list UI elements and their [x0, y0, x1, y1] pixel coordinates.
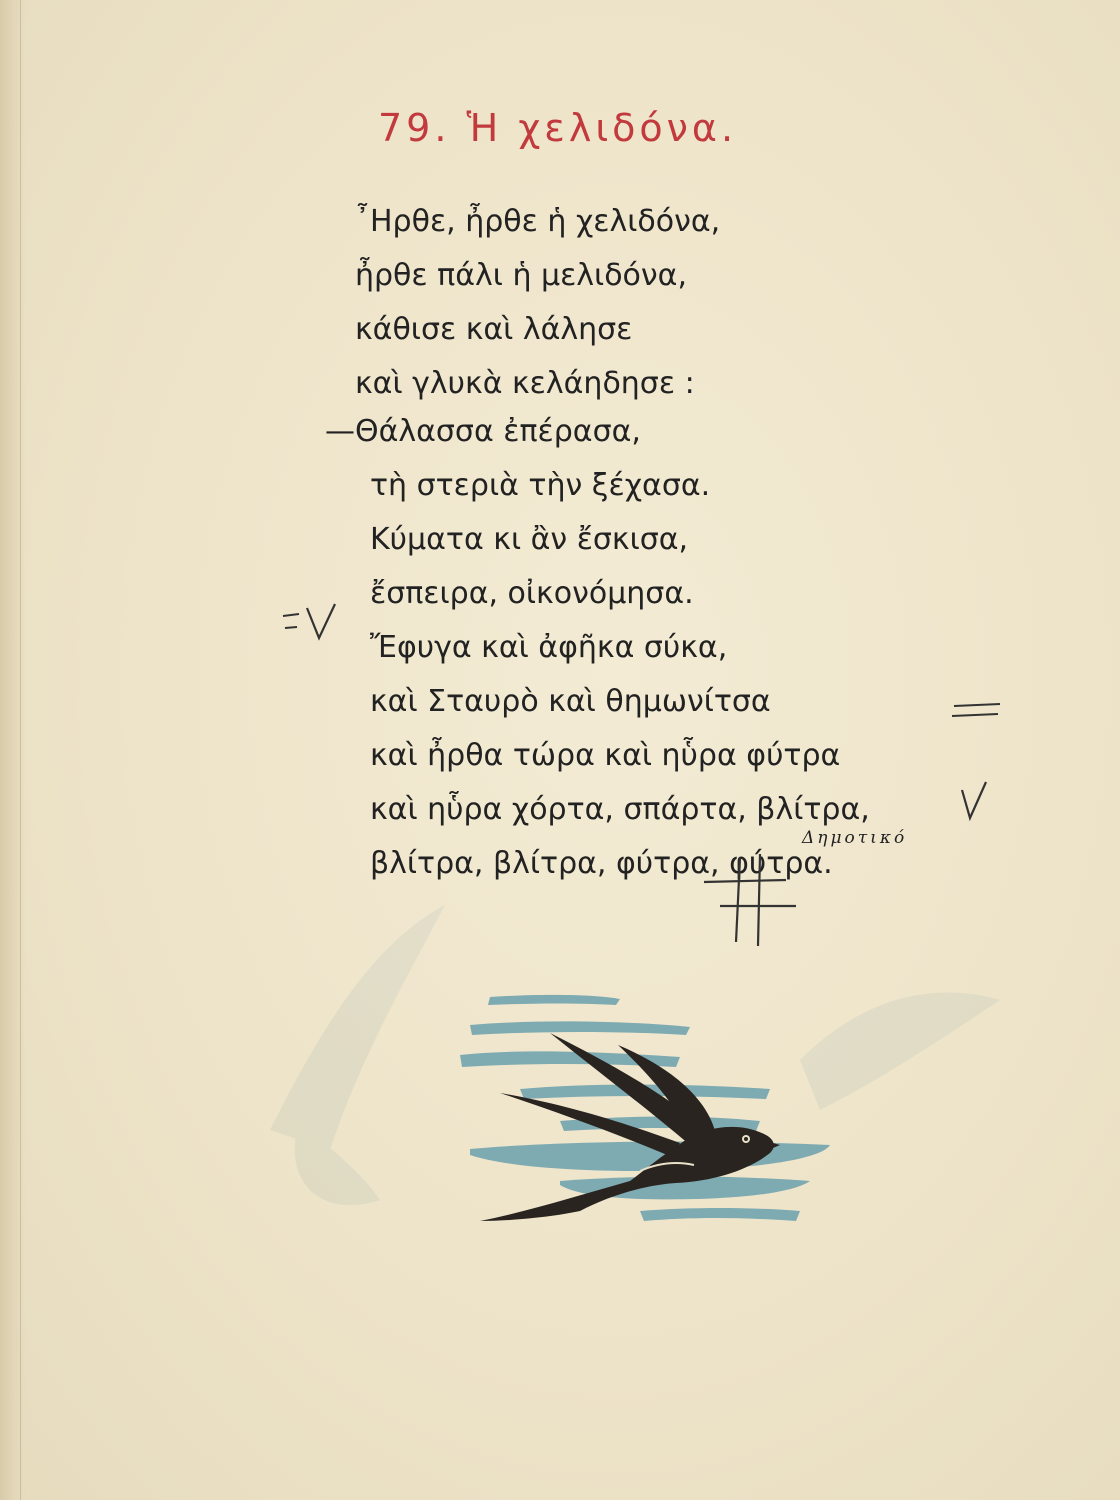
handwritten-dash-icon	[948, 698, 1008, 728]
poem-line: καὶ ἦρθα τώρα καὶ ηὗρα φύτρα	[370, 738, 841, 773]
poem-line: Ἔφυγα καὶ ἀφῆκα σύκα,	[370, 630, 728, 665]
poem-line: καὶ ηὗρα χόρτα, σπάρτα, βλίτρα,	[370, 792, 870, 827]
handwritten-checkmark-icon	[952, 776, 1002, 826]
handwritten-grid-doodle-icon	[700, 850, 810, 950]
poem-line: καὶ γλυκὰ κελάηδησε :	[355, 366, 695, 401]
poem-line: —Θάλασσα ἐπέρασα,	[325, 414, 641, 449]
poem-stanza-2	[325, 405, 870, 891]
poem-line: Κύματα κι ἂν ἔσκισα,	[370, 522, 689, 557]
poem-line: ἔσπειρα, οἰκονόμησα.	[370, 576, 694, 611]
poem-line: ἦρθε πάλι ἡ μελιδόνα,	[355, 258, 687, 293]
poem-attribution: Δημοτικό	[802, 828, 908, 848]
poem-line: κάθισε καὶ λάλησε	[355, 312, 633, 347]
handwritten-checkmark-icon	[275, 598, 355, 648]
poem-line: καὶ Σταυρὸ καὶ θημωνίτσα	[370, 684, 771, 719]
poem-line: ῏Ηρθε, ἦρθε ἡ χελιδόνα,	[355, 204, 721, 239]
poem-title: 79. Ἡ χελιδόνα.	[378, 106, 738, 150]
poem-line: βλίτρα, βλίτρα, φύτρα, φύτρα.	[370, 846, 833, 881]
swallow-illustration-icon	[440, 985, 840, 1245]
poem-line: τὴ στεριὰ τὴν ξέχασα.	[370, 468, 711, 503]
poem-stanza-1	[355, 195, 720, 411]
